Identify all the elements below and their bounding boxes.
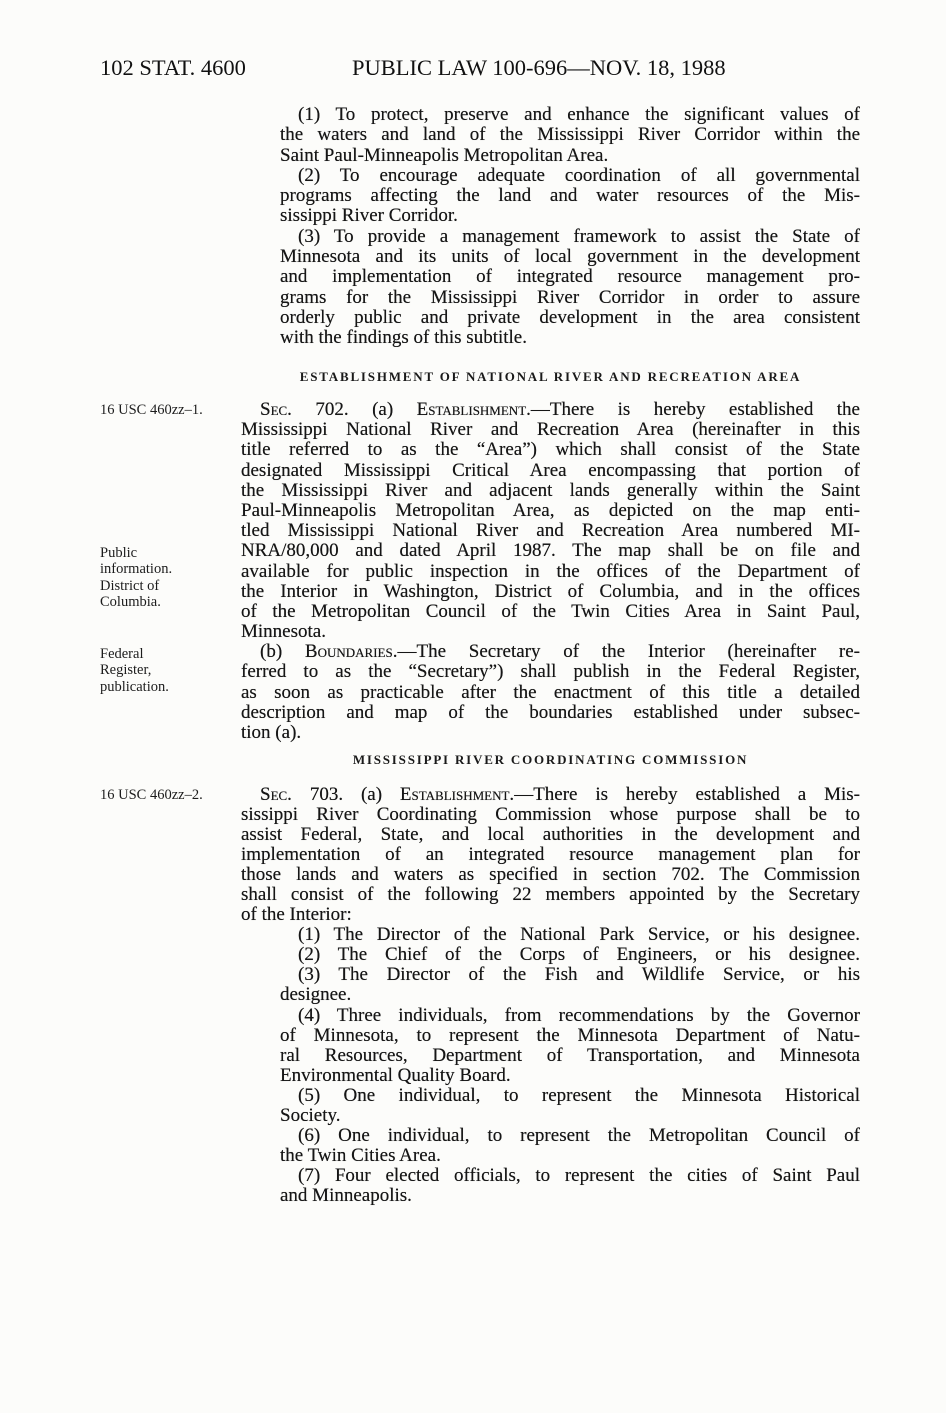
- section-line: shall consist of the following 22 members appointed by the Secretary: [241, 885, 860, 906]
- member-line: the Twin Cities Area.: [280, 1145, 441, 1166]
- section-number: 702. (a): [291, 400, 417, 420]
- section-line: Mississippi National River and Recreation Area (hereinafter in this: [241, 420, 860, 441]
- subsection-b-first-line: [241, 642, 860, 662]
- member-line: of Minnesota, to represent the Minnesota Department of Natu-: [280, 1025, 860, 1046]
- purpose-line: Saint Paul-Minneapolis Metropolitan Area.: [280, 145, 609, 166]
- section-label: Sec.: [260, 785, 292, 805]
- purpose-line: with the findings of this subtitle.: [280, 328, 527, 349]
- margin-note-line: Federal: [100, 646, 144, 662]
- section-line: Minnesota.: [241, 622, 326, 643]
- member-line: ral Resources, Department of Transportation, and Minnesota: [280, 1045, 860, 1066]
- purpose-line: grams for the Mississippi River Corridor in order to assure: [280, 287, 860, 308]
- section-line: ferred to as the “Secretary”) shall publish in the Federal Register,: [241, 662, 860, 683]
- member-line: (7) Four elected officials, to represent the cities of Saint Paul: [298, 1165, 860, 1186]
- section-line: as soon as practicable after the enactment of this title a detailed: [241, 682, 860, 703]
- margin-note-line: publication.: [100, 678, 169, 695]
- subsection-caption: Establishment.: [399, 785, 515, 805]
- purposes-list: [280, 105, 860, 349]
- section-heading-commission: MISSISSIPPI RIVER COORDINATING COMMISSION: [352, 752, 749, 767]
- margin-note-line: District of: [100, 577, 160, 594]
- member-line: (3) The Director of the Fish and Wildlife Service, or his: [298, 965, 860, 986]
- purpose-line: Minnesota and its units of local government in the development: [280, 247, 860, 268]
- margin-note-public-information: [100, 545, 172, 610]
- member-line: (2) The Chief of the Corps of Engineers, or his designee.: [298, 945, 860, 966]
- margin-note-line: Columbia.: [100, 593, 161, 610]
- margin-note-usc-702: 16 USC 460zz–1.: [100, 402, 203, 418]
- margin-note-line: Public: [100, 545, 138, 561]
- section-line: sissippi River Coordinating Commission whose purpose shall be to: [241, 805, 860, 826]
- member-line: (1) The Director of the National Park Service, or his designee.: [298, 925, 860, 946]
- section-line: of the Interior:: [241, 905, 352, 926]
- purpose-line: orderly public and private development in the area consistent: [280, 307, 860, 328]
- purpose-line: (2) To encourage adequate coordination of all governmental: [298, 165, 860, 186]
- section-text: —The Secretary of the Interior (hereinafter re-: [397, 642, 860, 663]
- purpose-line: (1) To protect, preserve and enhance the significant values of: [298, 105, 860, 125]
- subsection-caption: Boundaries.: [304, 642, 398, 663]
- section-line: tion (a).: [241, 723, 302, 743]
- purpose-line: programs affecting the land and water resources of the Mis-: [280, 186, 860, 207]
- member-line: and Minneapolis.: [280, 1185, 412, 1206]
- law-title: PUBLIC LAW 100-696—NOV. 18, 1988: [352, 55, 726, 80]
- margin-note-usc-703: 16 USC 460zz–2.: [100, 787, 203, 803]
- section-703: [241, 785, 860, 1206]
- page-stat-citation: 102 STAT. 4600: [100, 55, 246, 80]
- purpose-line: (3) To provide a management framework to assist the State of: [298, 226, 860, 247]
- purpose-line: the waters and land of the Mississippi River Corridor within the: [280, 125, 860, 146]
- margin-note-federal-register: [100, 646, 169, 695]
- section-number: 703. (a): [291, 785, 400, 805]
- member-line: Environmental Quality Board.: [280, 1065, 511, 1086]
- purpose-line: and implementation of integrated resource management pro-: [280, 267, 860, 288]
- section-line: available for public inspection in the offices of the Department of: [241, 561, 860, 582]
- member-line: (5) One individual, to represent the Minnesota Historical: [298, 1085, 860, 1106]
- member-line: (4) Three individuals, from recommendations by the Governor: [298, 1005, 860, 1026]
- section-heading-establishment: ESTABLISHMENT OF NATIONAL RIVER AND RECREATION AREA: [299, 369, 802, 384]
- section-line: NRA/80,000 and dated April 1987. The map shall be on file and: [241, 541, 860, 562]
- member-line: designee.: [280, 985, 352, 1006]
- section-label: Sec.: [260, 400, 292, 420]
- subsection-caption: Establishment.: [416, 400, 531, 420]
- section-line: the Interior in Washington, District of Columbia, and in the offices: [241, 581, 860, 602]
- section-line: Paul-Minneapolis Metropolitan Area, as depicted on the map enti-: [241, 500, 860, 521]
- margin-note-line: Register,: [100, 662, 152, 679]
- section-line: title referred to as the “Area”) which shall consist of the State: [241, 440, 860, 461]
- section-text: —There is hereby established a Mis-: [514, 785, 860, 805]
- section-702: [241, 400, 860, 743]
- section-702-first-line: [241, 400, 860, 420]
- section-line: designated Mississippi Critical Area encompassing that portion of: [241, 460, 860, 481]
- section-line: tled Mississippi National River and Recreation Area numbered MI-: [241, 521, 860, 542]
- section-line: description and map of the boundaries established under subsec-: [241, 702, 860, 723]
- member-line: (6) One individual, to represent the Metropolitan Council of: [298, 1125, 860, 1146]
- member-line: Society.: [280, 1105, 341, 1126]
- section-703-first-line: [241, 785, 860, 805]
- section-line: of the Metropolitan Council of the Twin Cities Area in Saint Paul,: [241, 601, 860, 622]
- section-line: the Mississippi River and adjacent lands generally within the Saint: [241, 480, 860, 501]
- purpose-line: sissippi River Corridor.: [280, 206, 458, 227]
- subsection-label: (b): [260, 642, 305, 663]
- section-line: implementation of an integrated resource management plan for: [241, 845, 860, 866]
- margin-note-line: information.: [100, 561, 173, 578]
- section-text: —There is hereby established the: [530, 400, 860, 420]
- section-line: assist Federal, State, and local authorities in the development and: [241, 825, 860, 846]
- section-line: those lands and waters as specified in section 702. The Commission: [241, 865, 860, 886]
